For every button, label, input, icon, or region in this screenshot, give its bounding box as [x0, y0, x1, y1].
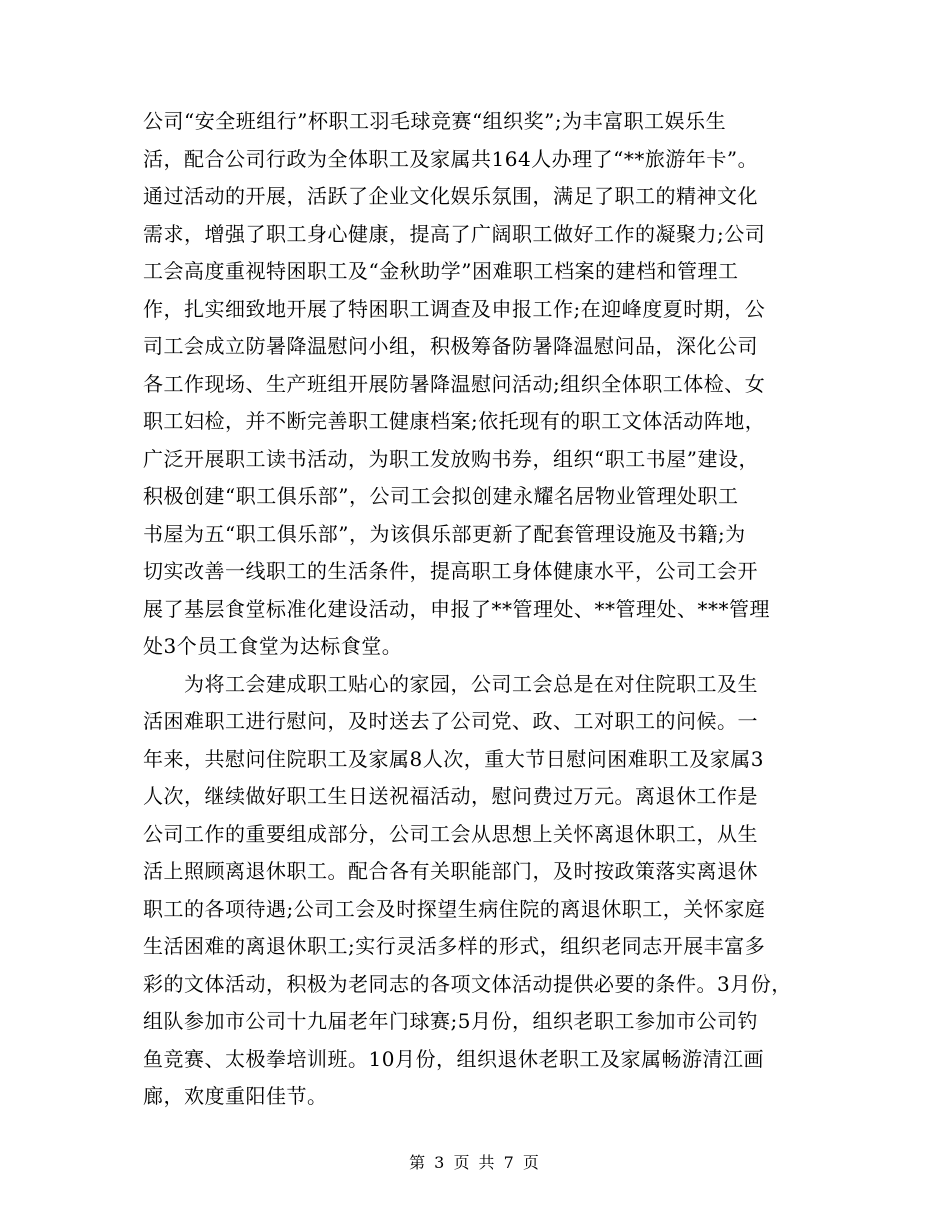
body-text	[143, 103, 813, 1116]
text-line: 生活困难的离退休职工;实行灵活多样的形式，组织老同志开展丰富多	[143, 934, 766, 958]
text-line: 切实改善一线职工的生活条件，提高职工身体健康水平，公司工会开	[143, 559, 758, 583]
page-number-footer: 第 3 页 共 7 页	[409, 1153, 541, 1172]
text-line: 公司“安全班组行”杯职工羽毛球竞赛“组织奖”;为丰富职工娱乐生	[143, 109, 727, 133]
text-line: 人次，继续做好职工生日送祝福活动，慰问费过万元。离退休工作是	[143, 784, 758, 808]
text-line: 书屋为五“职工俱乐部”，为该俱乐部更新了配套管理设施及书籍;为	[143, 521, 746, 546]
text-line: 活，配合公司行政为全体职工及家属共164人办理了“**旅游年卡”。	[143, 146, 759, 171]
text-line: 职工妇检，并不断完善职工健康档案;依托现有的职工文体活动阵地，	[143, 409, 766, 433]
text-line: 鱼竞赛、太极拳培训班。10月份，组织退休老职工及家属畅游清江画	[143, 1046, 764, 1071]
text-line: 活上照顾离退休职工。配合各有关职能部门，及时按政策落实离退休	[143, 859, 758, 883]
text-line: 活困难职工进行慰问，及时送去了公司党、政、工对职工的问候。一	[143, 709, 758, 733]
text-line: 年来，共慰问住院职工及家属8人次，重大节日慰问困难职工及家属3	[143, 746, 764, 771]
text-line: 廊，欢度重阳佳节。	[143, 1084, 328, 1108]
text-line: 作，扎实细致地开展了特困职工调查及申报工作;在迎峰度夏时期，公	[143, 296, 766, 321]
text-line: 通过活动的开展，活跃了企业文化娱乐氛围，满足了职工的精神文化	[143, 184, 758, 208]
text-line: 职工的各项待遇;公司工会及时探望生病住院的离退休职工，关怀家庭	[143, 896, 766, 921]
text-line: 公司工作的重要组成部分，公司工会从思想上关怀离退休职工，从生	[143, 821, 758, 846]
text-line: 处3个员工食堂为达标食堂。	[143, 634, 403, 658]
text-line: 需求，增强了职工身心健康，提高了广阔职工做好工作的凝聚力;公司	[143, 221, 766, 246]
text-line: 工会高度重视特困职工及“金秋助学”困难职工档案的建档和管理工	[143, 259, 739, 283]
text-line: 司工会成立防暑降温慰问小组，积极筹备防暑降温慰问品，深化公司	[143, 334, 758, 358]
text-line: 彩的文体活动，积极为老同志的各项文体活动提供必要的条件。3月份，	[143, 971, 792, 996]
text-line: 积极创建“职工俱乐部”，公司工会拟创建永耀名居物业管理处职工	[143, 484, 739, 508]
text-line: 组队参加市公司十九届老年门球赛;5月份，组织老职工参加市公司钓	[143, 1009, 758, 1033]
text-line: 各工作现场、生产班组开展防暑降温慰问活动;组织全体职工体检、女	[143, 371, 766, 396]
text-line: 展了基层食堂标准化建设活动，申报了**管理处、**管理处、***管理	[143, 596, 770, 621]
text-line: 广泛开展职工读书活动，为职工发放购书券，组织“职工书屋”建设，	[143, 446, 759, 471]
text-line: 为将工会建成职工贴心的家园，公司工会总是在对住院职工及生	[143, 671, 758, 696]
